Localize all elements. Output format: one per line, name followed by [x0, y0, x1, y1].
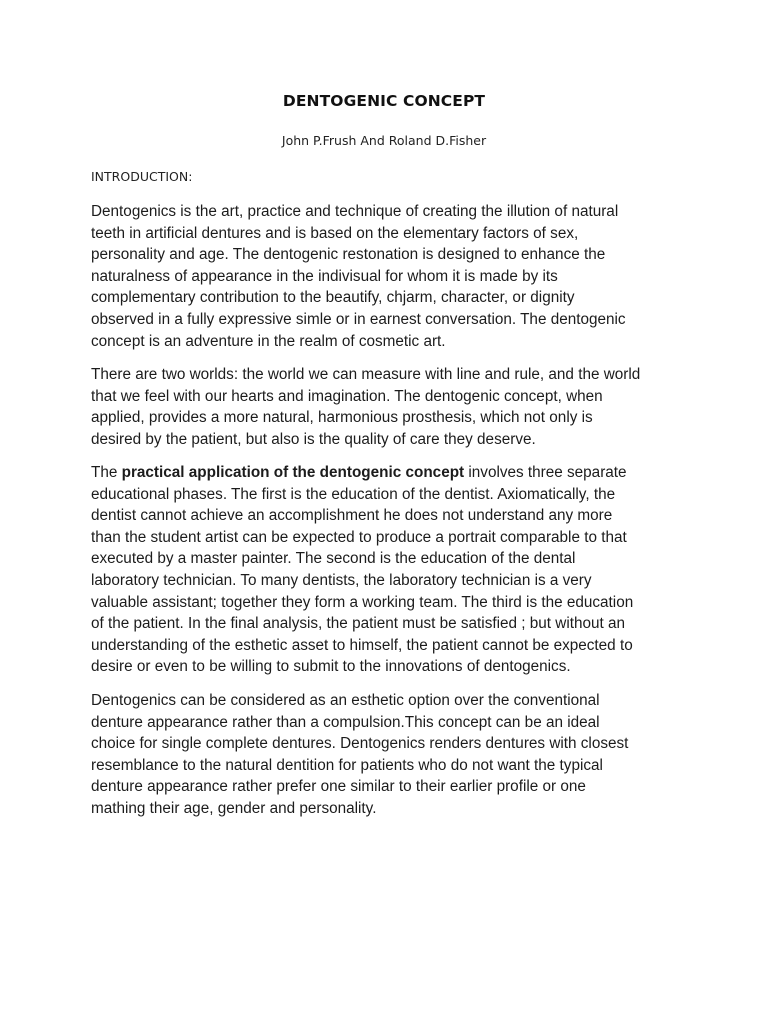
document-title: DENTOGENIC CONCEPT — [282, 92, 486, 110]
paragraph-line: Dentogenics can be considered as an esthetic option over the conventional — [91, 692, 600, 709]
paragraph-line: mathing their age, gender and personality. — [91, 799, 377, 817]
paragraph-2 — [91, 364, 691, 450]
paragraph-line: executed by a master painter. The second is the education of the dental — [91, 550, 576, 568]
paragraph-first-line — [91, 462, 691, 484]
paragraph-line: that we feel with our hearts and imagination. The dentogenic concept, when — [91, 387, 603, 405]
paragraph-line: laboratory technician. To many dentists, the laboratory technician is a very — [91, 571, 592, 589]
paragraph-line: desire or even to be willing to submit to the innovations of dentogenics. — [91, 658, 571, 676]
paragraph-line: denture appearance rather prefer one similar to their earlier profile or one — [91, 778, 586, 796]
paragraph-3 — [91, 462, 691, 678]
document-authors: John P.Frush And Roland D.Fisher — [281, 133, 487, 148]
paragraph-line: denture appearance rather than a compulsion.This concept can be an ideal — [91, 713, 600, 731]
paragraph-1 — [91, 201, 691, 352]
paragraph-line: applied, provides a more natural, harmonious prosthesis, which not only is — [91, 409, 593, 427]
paragraph-line: Dentogenics is the art, practice and technique of creating the illution of natural — [91, 203, 619, 220]
paragraph-4 — [91, 690, 691, 820]
paragraph-line: concept is an adventure in the realm of cosmetic art. — [91, 332, 446, 350]
paragraph-line: dentist cannot achieve an accomplishment he does not understand any more — [91, 507, 613, 525]
paragraph-prefix: The — [91, 464, 122, 481]
paragraph-line: There are two worlds: the world we can measure with line and rule, and the world — [91, 366, 641, 383]
paragraph-line: resemblance to the natural dentition for patients who do not want the typical — [91, 756, 603, 774]
emphasized-phrase: practical application of the dentogenic concept — [121, 464, 465, 481]
paragraph-suffix: involves three separate — [464, 464, 627, 481]
paragraph-line: complementary contribution to the beautify, chjarm, character, or dignity — [91, 289, 575, 307]
paragraph-line: personality and age. The dentogenic restonation is designed to enhance the — [91, 246, 606, 264]
paragraph-line: of the patient. In the final analysis, the patient must be satisfied ; but without an — [91, 615, 626, 633]
paragraph-line: educational phases. The first is the education of the dentist. Axiomatically, the — [91, 485, 616, 503]
paragraph-line: than the student artist can be expected to produce a portrait comparable to that — [91, 528, 627, 546]
paragraph-line: observed in a fully expressive simle or in earnest conversation. The dentogenic — [91, 310, 626, 328]
paragraph-line: naturalness of appearance in the indivisual for whom it is made by its — [91, 267, 558, 285]
section-heading-introduction: INTRODUCTION: — [91, 169, 193, 184]
paragraph-line: choice for single complete dentures. Dentogenics renders dentures with closest — [91, 735, 629, 753]
paragraph-line: understanding of the esthetic asset to himself, the patient cannot be expected to — [91, 636, 633, 654]
paragraph-line: desired by the patient, but also is the quality of care they deserve. — [91, 430, 536, 448]
paragraph-line: valuable assistant; together they form a working team. The third is the education — [91, 593, 634, 611]
paragraph-line: teeth in artificial dentures and is based on the elementary factors of sex, — [91, 224, 579, 242]
